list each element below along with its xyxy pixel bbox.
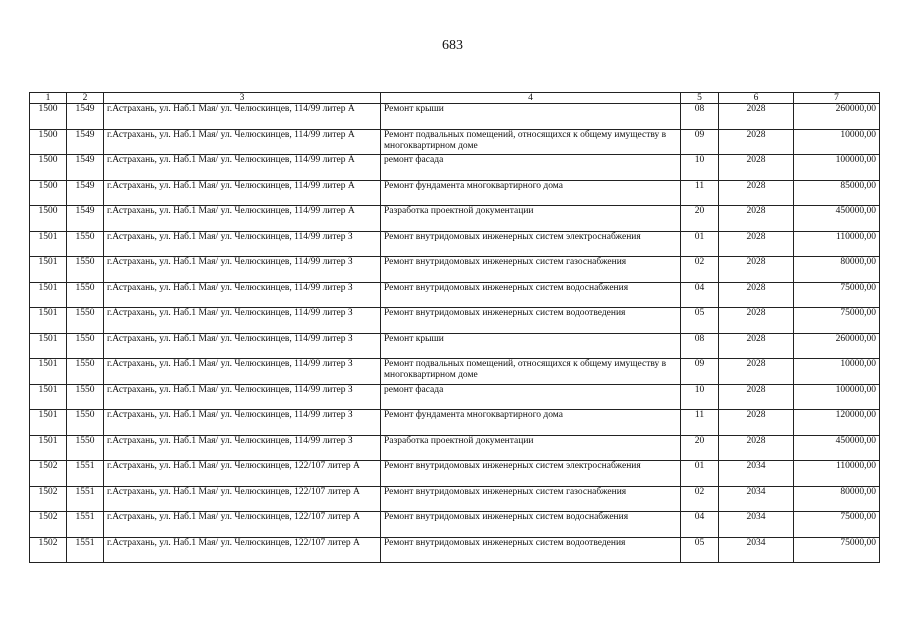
row-number-cell: 1501 (30, 435, 67, 461)
cost-cell: 450000,00 (794, 206, 880, 232)
year-cell: 2028 (719, 282, 794, 308)
work-code-cell: 09 (681, 359, 719, 385)
table-row (30, 512, 880, 538)
year-cell: 2034 (719, 486, 794, 512)
table-body (30, 104, 880, 563)
header-cell-7: 7 (794, 93, 880, 104)
year-cell: 2028 (719, 410, 794, 436)
address-cell: г.Астрахань, ул. Наб.1 Мая/ ул. Челюскинцев, 122/107 литер А (104, 486, 381, 512)
work-type-cell: Ремонт внутридомовых инженерных систем газоснабжения (381, 257, 681, 283)
address-cell: г.Астрахань, ул. Наб.1 Мая/ ул. Челюскинцев, 114/99 литер А (104, 206, 381, 232)
table-row (30, 257, 880, 283)
work-type-cell: Ремонт крыши (381, 104, 681, 130)
row-number-cell: 1501 (30, 410, 67, 436)
table-row (30, 461, 880, 487)
house-number-cell: 1551 (67, 461, 104, 487)
table-row (30, 155, 880, 181)
work-code-cell: 01 (681, 231, 719, 257)
header-cell-3: 3 (104, 93, 381, 104)
house-number-cell: 1550 (67, 359, 104, 385)
work-type-cell: Ремонт фундамента многоквартирного дома (381, 180, 681, 206)
work-type-cell: Ремонт внутридомовых инженерных систем водоотведения (381, 308, 681, 334)
row-number-cell: 1501 (30, 333, 67, 359)
work-type-cell: Ремонт внутридомовых инженерных систем электроснабжения (381, 461, 681, 487)
work-code-cell: 08 (681, 333, 719, 359)
address-cell: г.Астрахань, ул. Наб.1 Мая/ ул. Челюскинцев, 114/99 литер А (104, 180, 381, 206)
year-cell: 2028 (719, 155, 794, 181)
cost-cell: 120000,00 (794, 410, 880, 436)
address-cell: г.Астрахань, ул. Наб.1 Мая/ ул. Челюскинцев, 122/107 литер А (104, 512, 381, 538)
work-code-cell: 05 (681, 537, 719, 563)
year-cell: 2028 (719, 333, 794, 359)
row-number-cell: 1502 (30, 512, 67, 538)
header-cell-2: 2 (67, 93, 104, 104)
house-number-cell: 1550 (67, 231, 104, 257)
house-number-cell: 1549 (67, 206, 104, 232)
cost-cell: 450000,00 (794, 435, 880, 461)
address-cell: г.Астрахань, ул. Наб.1 Мая/ ул. Челюскинцев, 122/107 литер А (104, 461, 381, 487)
cost-cell: 260000,00 (794, 333, 880, 359)
table-row (30, 282, 880, 308)
row-number-cell: 1502 (30, 486, 67, 512)
house-number-cell: 1550 (67, 308, 104, 334)
row-number-cell: 1501 (30, 359, 67, 385)
address-cell: г.Астрахань, ул. Наб.1 Мая/ ул. Челюскинцев, 114/99 литер З (104, 435, 381, 461)
row-number-cell: 1500 (30, 129, 67, 155)
header-cell-4: 4 (381, 93, 681, 104)
work-code-cell: 02 (681, 257, 719, 283)
row-number-cell: 1502 (30, 537, 67, 563)
year-cell: 2028 (719, 308, 794, 334)
table-row (30, 180, 880, 206)
address-cell: г.Астрахань, ул. Наб.1 Мая/ ул. Челюскинцев, 114/99 литер З (104, 231, 381, 257)
address-cell: г.Астрахань, ул. Наб.1 Мая/ ул. Челюскинцев, 122/107 литер А (104, 537, 381, 563)
header-cell-6: 6 (719, 93, 794, 104)
cost-cell: 110000,00 (794, 231, 880, 257)
work-code-cell: 11 (681, 180, 719, 206)
house-number-cell: 1550 (67, 384, 104, 410)
work-code-cell: 11 (681, 410, 719, 436)
year-cell: 2028 (719, 384, 794, 410)
address-cell: г.Астрахань, ул. Наб.1 Мая/ ул. Челюскинцев, 114/99 литер З (104, 308, 381, 334)
header-cell-5: 5 (681, 93, 719, 104)
house-number-cell: 1550 (67, 435, 104, 461)
work-type-cell: ремонт фасада (381, 155, 681, 181)
table-row (30, 410, 880, 436)
work-type-cell: Ремонт внутридомовых инженерных систем газоснабжения (381, 486, 681, 512)
year-cell: 2028 (719, 257, 794, 283)
address-cell: г.Астрахань, ул. Наб.1 Мая/ ул. Челюскинцев, 114/99 литер А (104, 104, 381, 130)
house-number-cell: 1551 (67, 486, 104, 512)
year-cell: 2028 (719, 206, 794, 232)
row-number-cell: 1501 (30, 282, 67, 308)
house-number-cell: 1550 (67, 410, 104, 436)
table-row (30, 486, 880, 512)
cost-cell: 75000,00 (794, 308, 880, 334)
table-row (30, 231, 880, 257)
house-number-cell: 1551 (67, 512, 104, 538)
row-number-cell: 1500 (30, 155, 67, 181)
work-code-cell: 02 (681, 486, 719, 512)
address-cell: г.Астрахань, ул. Наб.1 Мая/ ул. Челюскинцев, 114/99 литер З (104, 333, 381, 359)
address-cell: г.Астрахань, ул. Наб.1 Мая/ ул. Челюскинцев, 114/99 литер З (104, 257, 381, 283)
work-type-cell: Разработка проектной документации (381, 435, 681, 461)
row-number-cell: 1500 (30, 206, 67, 232)
year-cell: 2034 (719, 461, 794, 487)
work-code-cell: 01 (681, 461, 719, 487)
row-number-cell: 1501 (30, 384, 67, 410)
house-number-cell: 1550 (67, 282, 104, 308)
year-cell: 2028 (719, 180, 794, 206)
table-row (30, 104, 880, 130)
work-type-cell: Ремонт внутридомовых инженерных систем электроснабжения (381, 231, 681, 257)
address-cell: г.Астрахань, ул. Наб.1 Мая/ ул. Челюскинцев, 114/99 литер А (104, 129, 381, 155)
cost-cell: 10000,00 (794, 129, 880, 155)
cost-cell: 75000,00 (794, 282, 880, 308)
row-number-cell: 1501 (30, 257, 67, 283)
cost-cell: 110000,00 (794, 461, 880, 487)
table-row (30, 333, 880, 359)
work-code-cell: 20 (681, 206, 719, 232)
work-type-cell: Ремонт крыши (381, 333, 681, 359)
year-cell: 2034 (719, 512, 794, 538)
work-type-cell: Ремонт внутридомовых инженерных систем водоснабжения (381, 282, 681, 308)
table-row (30, 384, 880, 410)
work-code-cell: 04 (681, 282, 719, 308)
work-code-cell: 08 (681, 104, 719, 130)
house-number-cell: 1550 (67, 333, 104, 359)
work-type-cell: Ремонт подвальных помещений, относящихся к общему имуществу в многоквартирном доме (381, 129, 681, 155)
cost-cell: 260000,00 (794, 104, 880, 130)
work-code-cell: 10 (681, 155, 719, 181)
work-type-cell: Разработка проектной документации (381, 206, 681, 232)
work-code-cell: 20 (681, 435, 719, 461)
cost-cell: 100000,00 (794, 155, 880, 181)
work-type-cell: ремонт фасада (381, 384, 681, 410)
cost-cell: 10000,00 (794, 359, 880, 385)
work-code-cell: 04 (681, 512, 719, 538)
house-number-cell: 1549 (67, 129, 104, 155)
year-cell: 2028 (719, 359, 794, 385)
cost-cell: 75000,00 (794, 512, 880, 538)
table-row (30, 129, 880, 155)
work-code-cell: 10 (681, 384, 719, 410)
house-number-cell: 1549 (67, 104, 104, 130)
row-number-cell: 1500 (30, 104, 67, 130)
year-cell: 2028 (719, 231, 794, 257)
work-type-cell: Ремонт фундамента многоквартирного дома (381, 410, 681, 436)
register-table (29, 92, 880, 563)
table-row (30, 206, 880, 232)
house-number-cell: 1549 (67, 180, 104, 206)
table-row (30, 435, 880, 461)
year-cell: 2028 (719, 104, 794, 130)
year-cell: 2034 (719, 537, 794, 563)
table-row (30, 359, 880, 385)
header-cell-1: 1 (30, 93, 67, 104)
cost-cell: 100000,00 (794, 384, 880, 410)
work-type-cell: Ремонт внутридомовых инженерных систем водоснабжения (381, 512, 681, 538)
cost-cell: 85000,00 (794, 180, 880, 206)
address-cell: г.Астрахань, ул. Наб.1 Мая/ ул. Челюскинцев, 114/99 литер А (104, 155, 381, 181)
address-cell: г.Астрахань, ул. Наб.1 Мая/ ул. Челюскинцев, 114/99 литер З (104, 282, 381, 308)
address-cell: г.Астрахань, ул. Наб.1 Мая/ ул. Челюскинцев, 114/99 литер З (104, 410, 381, 436)
row-number-cell: 1501 (30, 231, 67, 257)
year-cell: 2028 (719, 129, 794, 155)
table-row (30, 537, 880, 563)
house-number-cell: 1550 (67, 257, 104, 283)
header-row (30, 93, 880, 104)
row-number-cell: 1500 (30, 180, 67, 206)
row-number-cell: 1502 (30, 461, 67, 487)
table-row (30, 308, 880, 334)
address-cell: г.Астрахань, ул. Наб.1 Мая/ ул. Челюскинцев, 114/99 литер З (104, 384, 381, 410)
cost-cell: 80000,00 (794, 257, 880, 283)
cost-cell: 80000,00 (794, 486, 880, 512)
row-number-cell: 1501 (30, 308, 67, 334)
work-code-cell: 05 (681, 308, 719, 334)
work-code-cell: 09 (681, 129, 719, 155)
address-cell: г.Астрахань, ул. Наб.1 Мая/ ул. Челюскинцев, 114/99 литер З (104, 359, 381, 385)
house-number-cell: 1551 (67, 537, 104, 563)
work-type-cell: Ремонт внутридомовых инженерных систем водоотведения (381, 537, 681, 563)
year-cell: 2028 (719, 435, 794, 461)
cost-cell: 75000,00 (794, 537, 880, 563)
work-type-cell: Ремонт подвальных помещений, относящихся к общему имуществу в многоквартирном доме (381, 359, 681, 385)
house-number-cell: 1549 (67, 155, 104, 181)
page-number: 683 (442, 38, 463, 53)
